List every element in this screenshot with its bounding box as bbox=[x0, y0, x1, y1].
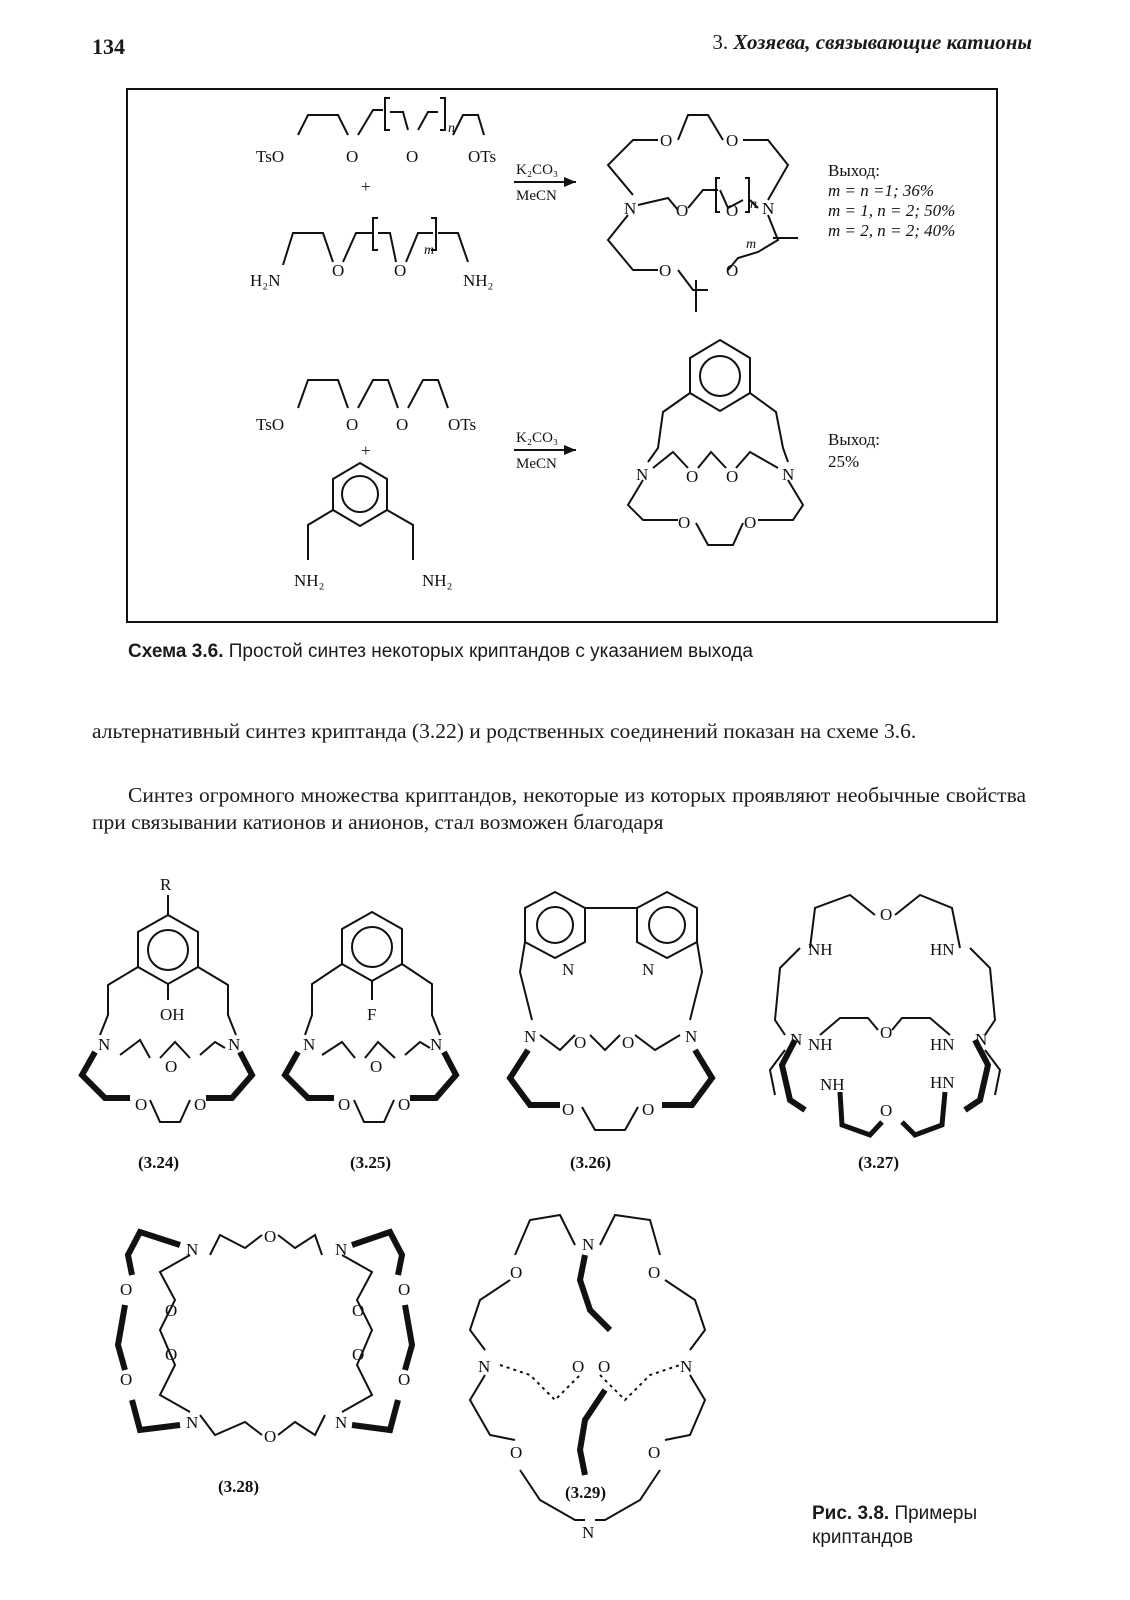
c28-label-o4: O bbox=[352, 1301, 365, 1320]
r1-index-m: m bbox=[424, 243, 435, 258]
page-number: 134 bbox=[92, 34, 125, 59]
c26-label-n2: N bbox=[685, 1027, 698, 1046]
compound-3-27-id: (3.27) bbox=[858, 1153, 900, 1172]
c27-label-nh2: NH bbox=[808, 1035, 833, 1054]
r1-prod-arm-5 bbox=[688, 190, 718, 208]
r1-arrow-head bbox=[564, 177, 576, 187]
c27-label-o2: O bbox=[880, 1023, 893, 1042]
compound-3-26-id: (3.26) bbox=[570, 1153, 612, 1172]
cryptand-figure bbox=[0, 860, 1130, 1600]
c25-label-n2: N bbox=[430, 1035, 443, 1054]
c28-label-o1: O bbox=[264, 1227, 277, 1246]
c28-label-o7: O bbox=[165, 1345, 178, 1364]
r1-prod-arm-9 bbox=[678, 270, 708, 290]
compound-3-29-bold-lower bbox=[580, 1390, 605, 1475]
c25-label-f: F bbox=[367, 1005, 377, 1024]
r1-r1-label-ots: OTs bbox=[468, 147, 497, 166]
r2-prod-arm-right bbox=[750, 393, 788, 462]
r1-reagent2-chain-a bbox=[283, 233, 333, 265]
c28-label-n4: N bbox=[335, 1413, 348, 1432]
c29-label-o2: O bbox=[648, 1263, 661, 1282]
r2-prod-label-n2: N bbox=[782, 465, 795, 484]
r1-reagent1-chain-a bbox=[298, 115, 348, 135]
c24-label-r: R bbox=[160, 875, 172, 894]
r2-prod-upper-2 bbox=[698, 452, 726, 468]
r2-prod-benzene-ring bbox=[700, 356, 740, 396]
c26-label-o3: O bbox=[562, 1100, 575, 1119]
c25-label-o2: O bbox=[338, 1095, 351, 1114]
c29-label-o5: O bbox=[510, 1443, 523, 1462]
compound-3-28-bold-mid-left bbox=[118, 1305, 125, 1370]
scheme-caption bbox=[128, 641, 753, 663]
c28-label-o5: O bbox=[398, 1280, 411, 1299]
r1-plus: + bbox=[361, 177, 371, 196]
r2-r1-label-o2: O bbox=[396, 415, 409, 434]
r1-prod-index-n: n bbox=[750, 197, 757, 212]
c25-label-n1: N bbox=[303, 1035, 316, 1054]
compound-3-26-bold-right bbox=[662, 1050, 712, 1105]
r1-r1-label-tso: TsO bbox=[256, 147, 285, 166]
chapter-title: Хозяева, связывающие катионы bbox=[733, 30, 1032, 54]
compound-3-24-id: (3.24) bbox=[138, 1153, 180, 1172]
r1-r2-label-nh2: NH₂ bbox=[463, 271, 494, 290]
r1-yield-line-2: m = 1, n = 2; 50% bbox=[828, 201, 956, 220]
r1-reagent1-chain-c bbox=[390, 112, 408, 130]
compound-3-28-bold-top-left bbox=[128, 1232, 180, 1275]
r2-reagent2-arm-right bbox=[387, 510, 413, 560]
c29-label-o1: O bbox=[510, 1263, 523, 1282]
c24-label-o1: O bbox=[165, 1057, 178, 1076]
r1-r1-label-o2: O bbox=[406, 147, 419, 166]
r2-prod-benzene bbox=[690, 340, 750, 411]
compound-3-27-skeleton bbox=[770, 895, 1000, 1095]
r1-reagent2-chain-c bbox=[378, 233, 396, 262]
r2-arrow-head bbox=[564, 445, 576, 455]
c29-label-n1: N bbox=[582, 1235, 595, 1254]
chapter-number: 3. bbox=[712, 30, 729, 54]
r1-prod-label-n2: N bbox=[762, 199, 775, 218]
c27-label-hn1: HN bbox=[930, 940, 955, 959]
r2-cond-top: K₂CO₃ bbox=[516, 430, 559, 446]
compound-3-25-bold-right bbox=[410, 1052, 456, 1098]
r1-reagent2-chain-b bbox=[343, 233, 373, 262]
figure-caption-text-2: криптандов bbox=[812, 1527, 914, 1548]
figure-caption-text-1: Примеры bbox=[894, 1503, 978, 1524]
c27-label-o1: O bbox=[880, 905, 893, 924]
compound-3-28-skeleton bbox=[160, 1235, 372, 1435]
c24-label-n1: N bbox=[98, 1035, 111, 1054]
c27-label-nh1: NH bbox=[808, 940, 833, 959]
r1-reagent1-bracket-right bbox=[440, 98, 445, 130]
r2-r2-label-nh2-right: NH₂ bbox=[422, 571, 453, 590]
r1-r2-label-h2n: H₂N bbox=[250, 271, 281, 290]
compound-3-25-lower bbox=[354, 1100, 394, 1122]
r1-prod-arm-1 bbox=[608, 140, 658, 195]
c27-label-o3: O bbox=[880, 1101, 893, 1120]
compound-3-26-skeleton bbox=[520, 892, 702, 1050]
r1-prod-label-o3: O bbox=[676, 201, 689, 220]
c27-label-hn2: HN bbox=[930, 1035, 955, 1054]
r1-reagent2-bracket-left bbox=[373, 218, 378, 250]
r2-reagent2-benzene-ring bbox=[342, 476, 378, 512]
c24-label-n2: N bbox=[228, 1035, 241, 1054]
compound-3-26-lower bbox=[582, 1107, 638, 1130]
c26-label-o1: O bbox=[574, 1033, 587, 1052]
c26-label-npy1: N bbox=[562, 960, 575, 979]
compound-3-24-lower bbox=[150, 1100, 190, 1122]
c26-label-n1: N bbox=[524, 1027, 537, 1046]
r2-cond-bottom: MeCN bbox=[516, 456, 557, 472]
compound-3-28-bold-bottom-right bbox=[352, 1400, 398, 1430]
c28-label-o8: O bbox=[352, 1345, 365, 1364]
r1-r2-label-o2: O bbox=[394, 261, 407, 280]
r2-prod-upper-3 bbox=[736, 452, 778, 468]
r2-reagent1-chain-c bbox=[408, 380, 448, 408]
compound-3-28-bold-mid-right bbox=[405, 1305, 412, 1370]
c29-label-n4: N bbox=[582, 1523, 595, 1542]
figure-caption-label: Рис. 3.8. bbox=[812, 1503, 890, 1524]
compound-3-27-bold-lower-left bbox=[840, 1092, 882, 1135]
compound-3-29-id: (3.29) bbox=[565, 1483, 607, 1502]
r2-r1-label-tso: TsO bbox=[256, 415, 285, 434]
c28-label-o9: O bbox=[398, 1370, 411, 1389]
r1-prod-arm-8 bbox=[608, 215, 658, 270]
c24-label-oh: OH bbox=[160, 1005, 185, 1024]
c28-label-o3: O bbox=[165, 1301, 178, 1320]
c26-label-o4: O bbox=[642, 1100, 655, 1119]
scheme-caption-text: Простой синтез некоторых криптандов с указанием выхода bbox=[228, 641, 753, 662]
compound-3-29-bold-upper bbox=[580, 1255, 610, 1330]
r2-yield-value: 25% bbox=[828, 452, 860, 471]
r1-prod-label-o2: O bbox=[726, 131, 739, 150]
c28-label-n3: N bbox=[186, 1413, 199, 1432]
r2-prod-lower-1 bbox=[628, 480, 678, 520]
r1-prod-label-o5: O bbox=[659, 261, 672, 280]
c27-label-n2: N bbox=[975, 1030, 988, 1049]
r1-reagent1-chain-e bbox=[453, 115, 484, 135]
r2-prod-label-o4: O bbox=[744, 513, 757, 532]
scheme-caption-label: Схема 3.6. bbox=[128, 641, 224, 662]
r2-reagent1-chain-b bbox=[358, 380, 398, 408]
body-paragraph-1: альтернативный синтез криптанда (3.22) и родственных соединений показан на схеме 3.6. bbox=[92, 719, 917, 743]
r2-plus: + bbox=[361, 441, 371, 460]
compound-3-25-skeleton bbox=[305, 912, 443, 1058]
c24-label-o3: O bbox=[194, 1095, 207, 1114]
r1-cond-top: K₂CO₃ bbox=[516, 162, 559, 178]
c26-label-o2: O bbox=[622, 1033, 635, 1052]
r1-prod-arm-2 bbox=[678, 115, 723, 140]
r1-reagent2-chain-e bbox=[438, 233, 468, 262]
r1-reagent1-chain-b bbox=[358, 110, 383, 135]
r1-prod-index-m: m bbox=[746, 237, 757, 252]
r1-prod-label-n1: N bbox=[624, 199, 637, 218]
figure-caption bbox=[812, 1502, 977, 1550]
compound-3-24-skeleton bbox=[100, 895, 236, 1058]
c25-label-o3: O bbox=[398, 1095, 411, 1114]
compound-3-24-bold-right bbox=[206, 1052, 252, 1098]
c29-label-o3: O bbox=[572, 1357, 585, 1376]
r2-r1-label-ots: OTs bbox=[448, 415, 477, 434]
r2-prod-lower-3 bbox=[758, 480, 803, 520]
compound-3-27-bold-lower-right bbox=[902, 1092, 945, 1135]
c25-label-o1: O bbox=[370, 1057, 383, 1076]
r1-prod-label-o1: O bbox=[660, 131, 673, 150]
r2-prod-label-n1: N bbox=[636, 465, 649, 484]
r2-prod-label-o3: O bbox=[678, 513, 691, 532]
c29-label-n3: N bbox=[680, 1357, 693, 1376]
r2-prod-label-o2: O bbox=[726, 467, 739, 486]
compound-3-28-bold-bottom-left bbox=[132, 1400, 180, 1430]
r2-yield-title: Выход: bbox=[828, 430, 880, 449]
c28-label-o2: O bbox=[120, 1280, 133, 1299]
running-head bbox=[712, 30, 1032, 55]
r1-prod-arm-4 bbox=[638, 198, 678, 210]
r1-index-n: n bbox=[448, 121, 455, 136]
r2-prod-label-o1: O bbox=[686, 467, 699, 486]
r2-r2-label-nh2-left: NH₂ bbox=[294, 571, 325, 590]
c29-label-n2: N bbox=[478, 1357, 491, 1376]
r2-prod-arm-left bbox=[648, 393, 690, 462]
c27-label-n1: N bbox=[790, 1030, 803, 1049]
c24-label-o2: O bbox=[135, 1095, 148, 1114]
r1-yield-title: Выход: bbox=[828, 161, 880, 180]
c27-label-nh3: NH bbox=[820, 1075, 845, 1094]
compound-3-25-id: (3.25) bbox=[350, 1153, 392, 1172]
r1-r2-label-o1: O bbox=[332, 261, 345, 280]
compound-3-25-bold-left bbox=[285, 1052, 334, 1098]
compound-3-28-bold-top-right bbox=[352, 1232, 402, 1275]
r2-r1-label-o1: O bbox=[346, 415, 359, 434]
r2-reagent2-arm-left bbox=[308, 510, 333, 560]
compound-3-28-id: (3.28) bbox=[218, 1477, 260, 1496]
r1-prod-label-o4: O bbox=[726, 201, 739, 220]
reaction-scheme bbox=[128, 90, 996, 621]
r1-yield-line-3: m = 2, n = 2; 40% bbox=[828, 221, 956, 240]
r1-yield-line-1: m = n =1; 36% bbox=[828, 181, 935, 200]
r1-prod-bracket-right bbox=[745, 178, 749, 212]
r1-r1-label-o1: O bbox=[346, 147, 359, 166]
c28-label-n1: N bbox=[186, 1240, 199, 1259]
c28-label-n2: N bbox=[335, 1240, 348, 1259]
r1-prod-label-o6: O bbox=[726, 261, 739, 280]
body-paragraph-2: Синтез огромного множества криптандов, некоторые из которых проявляют необычные свойства при связывании катионов и анионов, стал возможен благодаря bbox=[92, 783, 1026, 834]
compound-3-24-bold-left bbox=[82, 1052, 130, 1098]
r1-prod-bracket-left bbox=[716, 178, 720, 212]
scheme-frame bbox=[126, 88, 998, 623]
r2-prod-upper-1 bbox=[653, 452, 688, 468]
r1-reagent1-chain-d bbox=[418, 112, 438, 130]
c28-label-o6: O bbox=[120, 1370, 133, 1389]
c28-label-o10: O bbox=[264, 1427, 277, 1446]
c27-label-hn3: HN bbox=[930, 1073, 955, 1092]
c29-label-o4: O bbox=[598, 1357, 611, 1376]
r2-reagent1-chain-a bbox=[298, 380, 348, 408]
compound-3-26-bold-left bbox=[510, 1050, 560, 1105]
r2-prod-lower-2 bbox=[696, 523, 743, 545]
c29-label-o6: O bbox=[648, 1443, 661, 1462]
r1-cond-bottom: MeCN bbox=[516, 188, 557, 204]
r1-reagent1-bracket-left bbox=[385, 98, 390, 130]
c26-label-npy2: N bbox=[642, 960, 655, 979]
